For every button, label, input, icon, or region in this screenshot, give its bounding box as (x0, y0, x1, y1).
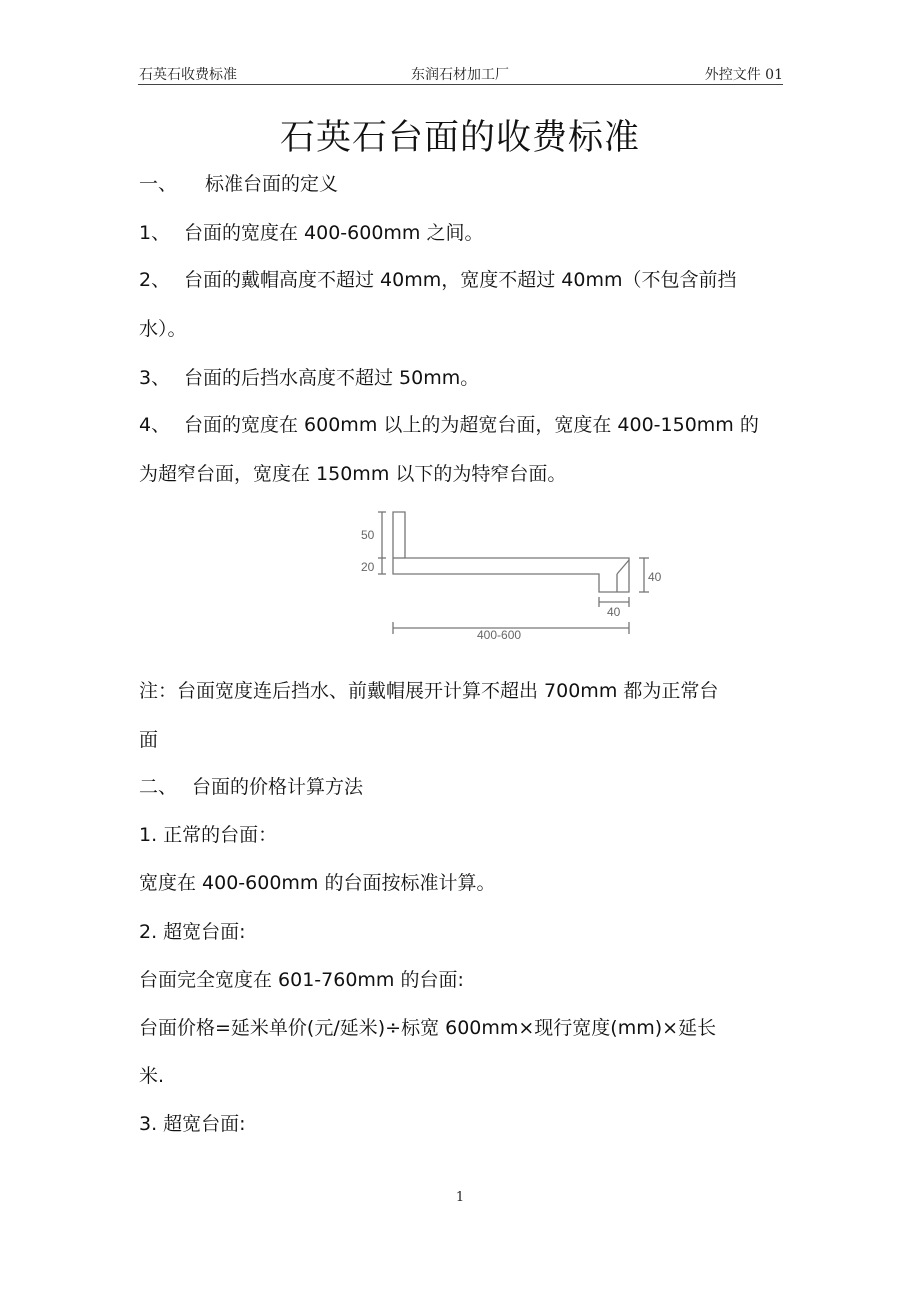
paragraph: 宽度在 400-600mm 的台面按标准计算。 (139, 872, 496, 894)
list-item-continuation: 水）。 (139, 318, 187, 340)
header-right-text: 外控文件 01 (704, 67, 783, 83)
note-text-continuation: 面 (139, 729, 159, 751)
list-item-text: 台面的宽度在 600mm 以上的为超宽台面，宽度在 400-150mm 的 (184, 414, 759, 436)
countertop-profile-diagram (355, 506, 675, 652)
list-item (139, 268, 736, 292)
backsplash-height-label: 50 (361, 528, 375, 542)
front-width-label: 40 (607, 605, 621, 619)
list-item-text: 台面的戴帽高度不超过 40mm，宽度不超过 40mm（不包含前挡 (184, 269, 737, 291)
note-text: 注：台面宽度连后挡水、前戴帽展开计算不超出 700mm 都为正常台 (139, 680, 719, 702)
front-height-label: 40 (648, 570, 662, 584)
page-number: 1 (455, 1190, 465, 1205)
list-item-continuation: 为超窄台面，宽度在 150mm 以下的为特窄台面。 (139, 463, 567, 485)
price-formula: 台面价格=延米单价(元/延米)÷标宽 600mm×现行宽度(mm)×延长 (139, 1017, 717, 1039)
price-formula-continuation: 米. (139, 1065, 165, 1087)
subheading-oversize-2: 3. 超宽台面: (139, 1113, 246, 1135)
list-item-number: 3、 (139, 367, 171, 389)
width-label: 400-600 (477, 628, 522, 642)
front-edge-diagonal (617, 560, 629, 574)
list-item (139, 366, 479, 390)
list-item (139, 221, 483, 245)
list-item-number: 1、 (139, 222, 171, 244)
header-center-text: 东润石材加工厂 (411, 67, 509, 83)
section-2-number: 二、 (139, 776, 178, 798)
list-item-text: 台面的后挡水高度不超过 50mm。 (184, 367, 480, 389)
list-item-number: 4、 (139, 414, 171, 436)
header-divider (138, 84, 783, 85)
page-title: 石英石台面的收费标准 (279, 118, 640, 158)
header-left-text: 石英石收费标准 (139, 67, 237, 83)
section-2-title: 台面的价格计算方法 (192, 776, 364, 798)
subheading-oversize: 2. 超宽台面: (139, 921, 246, 943)
list-item-text: 台面的宽度在 400-600mm 之间。 (184, 222, 484, 244)
list-item (139, 413, 759, 437)
paragraph: 台面完全宽度在 601-760mm 的台面: (139, 969, 464, 991)
section-1-number: 一、 (139, 173, 178, 195)
countertop-profile-outline (393, 512, 629, 592)
section-1-title: 标准台面的定义 (205, 173, 339, 195)
section-1-heading (139, 172, 338, 196)
slab-thickness-label: 20 (361, 560, 375, 574)
subheading-normal: 1. 正常的台面： (139, 824, 278, 846)
list-item-number: 2、 (139, 269, 171, 291)
section-2-heading (139, 775, 363, 799)
